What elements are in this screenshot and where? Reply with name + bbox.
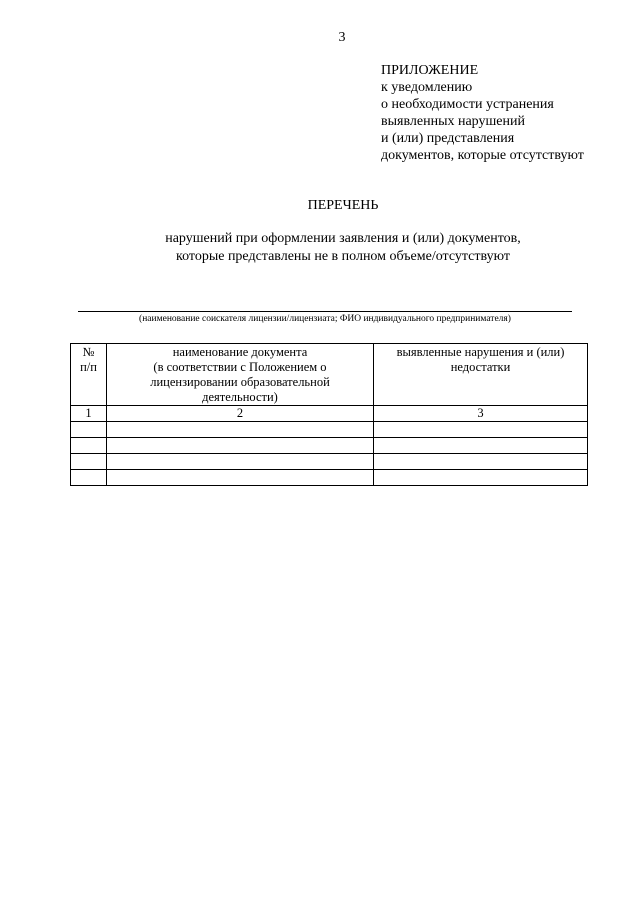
page-number: 3 bbox=[338, 30, 346, 45]
list-subtitle-line: которые представлены не в полном объеме/отсутствуют bbox=[175, 249, 510, 264]
table-cell[interactable] bbox=[374, 438, 588, 454]
applicant-caption: (наименование соискателя лицензии/лицензиата; ФИО индивидуального предпринимателя) bbox=[139, 314, 511, 324]
applicant-name-line bbox=[78, 311, 572, 312]
header-line: № bbox=[82, 345, 95, 359]
table-cell[interactable] bbox=[71, 470, 107, 486]
table-cell[interactable] bbox=[107, 438, 374, 454]
appendix-line: документов, которые отсутствуют bbox=[381, 148, 584, 163]
table-cell[interactable] bbox=[374, 470, 588, 486]
appendix-line: к уведомлению bbox=[381, 80, 473, 95]
header-line: п/п bbox=[80, 360, 97, 374]
column-number-row bbox=[71, 406, 588, 422]
appendix-line: выявленных нарушений bbox=[381, 114, 525, 129]
table-cell[interactable] bbox=[107, 470, 374, 486]
appendix-line: о необходимости устранения bbox=[381, 97, 554, 112]
list-subtitle-line: нарушений при оформлении заявления и (или) документов, bbox=[165, 231, 521, 246]
header-line: наименование документа bbox=[172, 345, 308, 359]
table-cell[interactable] bbox=[374, 454, 588, 470]
header-line: недостатки bbox=[450, 360, 511, 374]
header-cell-number bbox=[71, 344, 107, 406]
table-header-row bbox=[71, 344, 588, 406]
appendix-title: ПРИЛОЖЕНИЕ bbox=[381, 63, 479, 78]
table-row bbox=[71, 422, 588, 438]
table-cell[interactable] bbox=[374, 422, 588, 438]
table-row bbox=[71, 454, 588, 470]
table-cell[interactable] bbox=[71, 422, 107, 438]
header-line: лицензировании образовательной bbox=[150, 375, 330, 389]
table-cell[interactable] bbox=[107, 454, 374, 470]
header-line: выявленные нарушения и (или) bbox=[396, 345, 565, 359]
list-title: ПЕРЕЧЕНЬ bbox=[307, 198, 379, 213]
column-number-cell: 2 bbox=[107, 406, 374, 422]
header-cell-document bbox=[107, 344, 374, 406]
table-cell[interactable] bbox=[107, 422, 374, 438]
table-row bbox=[71, 470, 588, 486]
list-subtitle bbox=[0, 230, 640, 266]
column-number-cell: 3 bbox=[374, 406, 588, 422]
violations-table bbox=[70, 343, 588, 486]
appendix-line: и (или) представления bbox=[381, 131, 515, 146]
table-row bbox=[71, 438, 588, 454]
header-line: (в соответствии с Положением о bbox=[153, 360, 327, 374]
table-cell[interactable] bbox=[71, 454, 107, 470]
appendix-block bbox=[381, 62, 584, 164]
table-cell[interactable] bbox=[71, 438, 107, 454]
header-line: деятельности) bbox=[202, 390, 278, 404]
header-cell-violations bbox=[374, 344, 588, 406]
column-number-cell: 1 bbox=[71, 406, 107, 422]
